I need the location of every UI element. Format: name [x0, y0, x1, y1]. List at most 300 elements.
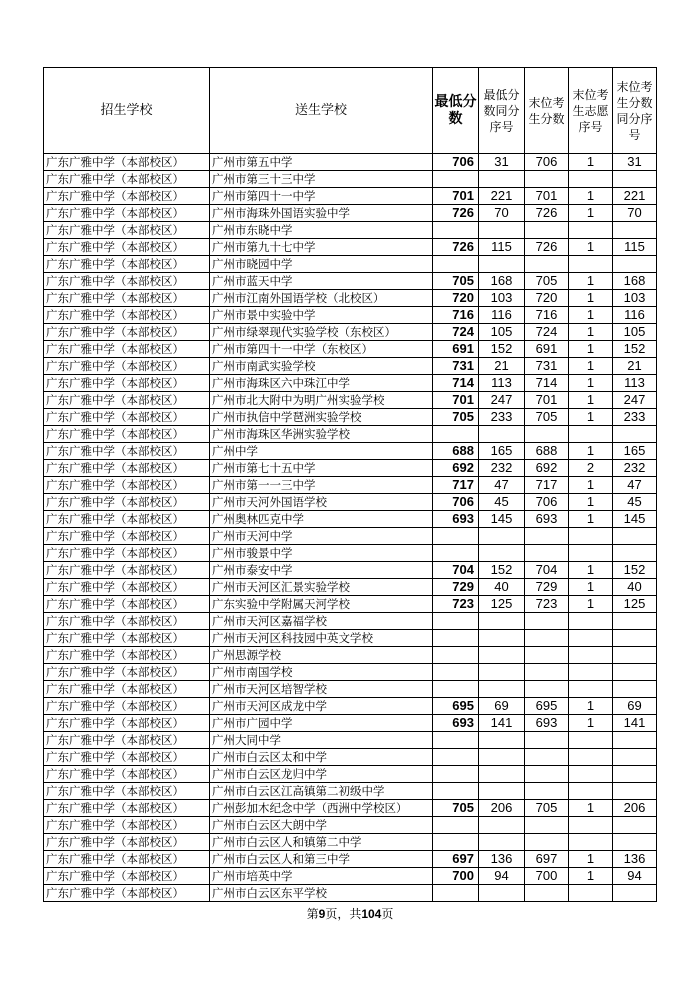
min-score-cell: 726 — [433, 205, 479, 222]
recruiting-school-cell: 广东广雅中学（本部校区） — [44, 698, 210, 715]
min-score-cell: 731 — [433, 358, 479, 375]
last-score-cell: 692 — [525, 460, 569, 477]
min-score-rank-cell: 116 — [479, 307, 525, 324]
min-score-cell: 717 — [433, 477, 479, 494]
last-score-rank-cell: 115 — [613, 239, 657, 256]
table-row — [44, 392, 657, 409]
sending-school-cell: 广州市晓园中学 — [210, 256, 433, 273]
last-choice-no-cell: 2 — [569, 460, 613, 477]
table-row — [44, 528, 657, 545]
sending-school-cell: 广州大同中学 — [210, 732, 433, 749]
recruiting-school-cell: 广东广雅中学（本部校区） — [44, 562, 210, 579]
sending-school-cell: 广州市第五中学 — [210, 154, 433, 171]
recruiting-school-cell: 广东广雅中学（本部校区） — [44, 630, 210, 647]
last-choice-no-cell: 1 — [569, 290, 613, 307]
last-score-cell: 723 — [525, 596, 569, 613]
recruiting-school-cell: 广东广雅中学（本部校区） — [44, 256, 210, 273]
last-choice-no-cell: 1 — [569, 358, 613, 375]
min-score-cell: 701 — [433, 392, 479, 409]
sending-school-cell: 广州思源学校 — [210, 647, 433, 664]
last-score-rank-cell: 165 — [613, 443, 657, 460]
min-score-rank-cell: 221 — [479, 188, 525, 205]
footer-suffix: 页 — [381, 907, 394, 921]
table-row — [44, 290, 657, 307]
min-score-cell: 716 — [433, 307, 479, 324]
min-score-cell: 705 — [433, 800, 479, 817]
min-score-cell: 695 — [433, 698, 479, 715]
header-min-score-rank: 最低分数同分序号 — [479, 68, 525, 154]
sending-school-cell: 广州市南武实验学校 — [210, 358, 433, 375]
last-score-rank-cell: 47 — [613, 477, 657, 494]
last-score-cell: 717 — [525, 477, 569, 494]
min-score-cell — [433, 171, 479, 188]
min-score-cell: 706 — [433, 494, 479, 511]
table-row — [44, 256, 657, 273]
table-row — [44, 511, 657, 528]
table-row — [44, 596, 657, 613]
min-score-cell — [433, 732, 479, 749]
last-score-cell: 729 — [525, 579, 569, 596]
min-score-rank-cell — [479, 426, 525, 443]
last-score-rank-cell: 94 — [613, 868, 657, 885]
min-score-rank-cell — [479, 834, 525, 851]
sending-school-cell: 广州市广园中学 — [210, 715, 433, 732]
table-row — [44, 324, 657, 341]
table-row — [44, 664, 657, 681]
recruiting-school-cell: 广东广雅中学（本部校区） — [44, 443, 210, 460]
min-score-rank-cell — [479, 647, 525, 664]
min-score-cell — [433, 664, 479, 681]
min-score-cell: 706 — [433, 154, 479, 171]
last-score-rank-cell: 232 — [613, 460, 657, 477]
min-score-cell: 704 — [433, 562, 479, 579]
min-score-cell: 723 — [433, 596, 479, 613]
table-row — [44, 698, 657, 715]
sending-school-cell: 广州市白云区东平学校 — [210, 885, 433, 902]
min-score-rank-cell: 232 — [479, 460, 525, 477]
last-score-rank-cell — [613, 885, 657, 902]
table-row — [44, 834, 657, 851]
last-choice-no-cell: 1 — [569, 205, 613, 222]
last-choice-no-cell: 1 — [569, 477, 613, 494]
sending-school-cell: 广州市江南外国语学校（北校区） — [210, 290, 433, 307]
table-row — [44, 307, 657, 324]
sending-school-cell: 广州市天河中学 — [210, 528, 433, 545]
last-score-cell — [525, 613, 569, 630]
last-score-cell: 731 — [525, 358, 569, 375]
last-score-rank-cell — [613, 817, 657, 834]
recruiting-school-cell: 广东广雅中学（本部校区） — [44, 324, 210, 341]
last-score-cell: 688 — [525, 443, 569, 460]
table-row — [44, 715, 657, 732]
min-score-rank-cell: 70 — [479, 205, 525, 222]
sending-school-cell: 广州市白云区龙归中学 — [210, 766, 433, 783]
min-score-rank-cell — [479, 545, 525, 562]
sending-school-cell: 广州市北大附中为明广州实验学校 — [210, 392, 433, 409]
last-score-rank-cell: 145 — [613, 511, 657, 528]
last-score-cell: 693 — [525, 511, 569, 528]
table-row — [44, 800, 657, 817]
recruiting-school-cell: 广东广雅中学（本部校区） — [44, 732, 210, 749]
sending-school-cell: 广州市天河区科技园中英文学校 — [210, 630, 433, 647]
min-score-cell — [433, 834, 479, 851]
last-score-rank-cell: 69 — [613, 698, 657, 715]
min-score-rank-cell — [479, 630, 525, 647]
last-choice-no-cell — [569, 545, 613, 562]
sending-school-cell: 广州市南国学校 — [210, 664, 433, 681]
header-last-score-rank: 末位考生分数同分序号 — [613, 68, 657, 154]
last-score-cell — [525, 630, 569, 647]
table-row — [44, 885, 657, 902]
last-score-rank-cell: 105 — [613, 324, 657, 341]
last-choice-no-cell — [569, 647, 613, 664]
table-row — [44, 341, 657, 358]
last-choice-no-cell: 1 — [569, 715, 613, 732]
recruiting-school-cell: 广东广雅中学（本部校区） — [44, 426, 210, 443]
recruiting-school-cell: 广东广雅中学（本部校区） — [44, 715, 210, 732]
sending-school-cell: 广州市海珠区六中珠江中学 — [210, 375, 433, 392]
last-choice-no-cell — [569, 783, 613, 800]
last-score-cell — [525, 222, 569, 239]
last-score-rank-cell: 40 — [613, 579, 657, 596]
recruiting-school-cell: 广东广雅中学（本部校区） — [44, 307, 210, 324]
last-choice-no-cell — [569, 681, 613, 698]
last-score-cell — [525, 834, 569, 851]
min-score-rank-cell — [479, 171, 525, 188]
recruiting-school-cell: 广东广雅中学（本部校区） — [44, 188, 210, 205]
min-score-cell — [433, 885, 479, 902]
last-score-rank-cell: 168 — [613, 273, 657, 290]
recruiting-school-cell: 广东广雅中学（本部校区） — [44, 273, 210, 290]
min-score-rank-cell: 21 — [479, 358, 525, 375]
recruiting-school-cell: 广东广雅中学（本部校区） — [44, 664, 210, 681]
last-score-cell: 701 — [525, 188, 569, 205]
table-row — [44, 749, 657, 766]
table-row — [44, 154, 657, 171]
recruiting-school-cell: 广东广雅中学（本部校区） — [44, 783, 210, 800]
recruiting-school-cell: 广东广雅中学（本部校区） — [44, 817, 210, 834]
last-score-cell — [525, 664, 569, 681]
sending-school-cell: 广州市天河区嘉福学校 — [210, 613, 433, 630]
last-choice-no-cell — [569, 528, 613, 545]
recruiting-school-cell: 广东广雅中学（本部校区） — [44, 851, 210, 868]
sending-school-cell: 广州市天河区培智学校 — [210, 681, 433, 698]
last-score-rank-cell: 45 — [613, 494, 657, 511]
recruiting-school-cell: 广东广雅中学（本部校区） — [44, 460, 210, 477]
min-score-cell: 720 — [433, 290, 479, 307]
min-score-rank-cell — [479, 664, 525, 681]
last-score-cell — [525, 681, 569, 698]
min-score-rank-cell: 165 — [479, 443, 525, 460]
admission-table — [43, 67, 657, 902]
last-score-cell — [525, 766, 569, 783]
min-score-rank-cell — [479, 783, 525, 800]
last-score-rank-cell — [613, 766, 657, 783]
recruiting-school-cell: 广东广雅中学（本部校区） — [44, 358, 210, 375]
recruiting-school-cell: 广东广雅中学（本部校区） — [44, 613, 210, 630]
last-choice-no-cell — [569, 613, 613, 630]
last-score-cell: 691 — [525, 341, 569, 358]
recruiting-school-cell: 广东广雅中学（本部校区） — [44, 868, 210, 885]
table-row — [44, 239, 657, 256]
sending-school-cell: 广州市白云区人和第三中学 — [210, 851, 433, 868]
sending-school-cell: 广州市第七十五中学 — [210, 460, 433, 477]
footer-middle: 页，共 — [325, 907, 362, 921]
recruiting-school-cell: 广东广雅中学（本部校区） — [44, 511, 210, 528]
last-score-cell: 700 — [525, 868, 569, 885]
header-recruiting-school: 招生学校 — [44, 68, 210, 154]
sending-school-cell: 广州市第三十三中学 — [210, 171, 433, 188]
sending-school-cell: 广州市第一一三中学 — [210, 477, 433, 494]
last-score-cell: 693 — [525, 715, 569, 732]
min-score-cell: 700 — [433, 868, 479, 885]
last-score-rank-cell: 113 — [613, 375, 657, 392]
last-score-rank-cell — [613, 732, 657, 749]
last-score-cell — [525, 647, 569, 664]
min-score-cell — [433, 681, 479, 698]
min-score-cell: 693 — [433, 715, 479, 732]
sending-school-cell: 广州彭加木纪念中学（西洲中学校区） — [210, 800, 433, 817]
sending-school-cell: 广州市天河外国语学校 — [210, 494, 433, 511]
sending-school-cell: 广州市第四十一中学（东校区） — [210, 341, 433, 358]
last-choice-no-cell — [569, 749, 613, 766]
last-score-rank-cell: 21 — [613, 358, 657, 375]
recruiting-school-cell: 广东广雅中学（本部校区） — [44, 341, 210, 358]
min-score-rank-cell: 115 — [479, 239, 525, 256]
last-choice-no-cell — [569, 885, 613, 902]
last-score-rank-cell — [613, 647, 657, 664]
last-choice-no-cell: 1 — [569, 443, 613, 460]
sending-school-cell: 广州市培英中学 — [210, 868, 433, 885]
min-score-rank-cell — [479, 885, 525, 902]
min-score-rank-cell: 168 — [479, 273, 525, 290]
last-score-cell: 726 — [525, 205, 569, 222]
min-score-rank-cell: 113 — [479, 375, 525, 392]
sending-school-cell: 广州中学 — [210, 443, 433, 460]
min-score-rank-cell — [479, 766, 525, 783]
min-score-rank-cell: 152 — [479, 562, 525, 579]
last-score-rank-cell — [613, 171, 657, 188]
last-choice-no-cell: 1 — [569, 579, 613, 596]
min-score-rank-cell: 233 — [479, 409, 525, 426]
footer-page-number: 9 — [318, 907, 326, 921]
last-choice-no-cell: 1 — [569, 273, 613, 290]
min-score-rank-cell — [479, 732, 525, 749]
min-score-cell: 705 — [433, 409, 479, 426]
last-score-cell — [525, 528, 569, 545]
last-score-rank-cell: 206 — [613, 800, 657, 817]
min-score-cell: 691 — [433, 341, 479, 358]
recruiting-school-cell: 广东广雅中学（本部校区） — [44, 800, 210, 817]
table-row — [44, 766, 657, 783]
last-choice-no-cell: 1 — [569, 154, 613, 171]
table-row — [44, 273, 657, 290]
last-choice-no-cell: 1 — [569, 341, 613, 358]
table-row — [44, 783, 657, 800]
table-row — [44, 681, 657, 698]
sending-school-cell: 广东实验中学附属天河学校 — [210, 596, 433, 613]
last-choice-no-cell: 1 — [569, 596, 613, 613]
recruiting-school-cell: 广东广雅中学（本部校区） — [44, 834, 210, 851]
recruiting-school-cell: 广东广雅中学（本部校区） — [44, 681, 210, 698]
last-choice-no-cell — [569, 834, 613, 851]
last-score-cell: 706 — [525, 494, 569, 511]
table-row — [44, 732, 657, 749]
recruiting-school-cell: 广东广雅中学（本部校区） — [44, 477, 210, 494]
last-choice-no-cell: 1 — [569, 800, 613, 817]
table-row — [44, 562, 657, 579]
last-score-rank-cell — [613, 222, 657, 239]
min-score-cell: 726 — [433, 239, 479, 256]
sending-school-cell: 广州市景中实验中学 — [210, 307, 433, 324]
sending-school-cell: 广州市白云区大朗中学 — [210, 817, 433, 834]
recruiting-school-cell: 广东广雅中学（本部校区） — [44, 239, 210, 256]
min-score-cell: 724 — [433, 324, 479, 341]
last-score-cell — [525, 885, 569, 902]
min-score-rank-cell: 125 — [479, 596, 525, 613]
min-score-cell: 701 — [433, 188, 479, 205]
last-choice-no-cell: 1 — [569, 392, 613, 409]
min-score-rank-cell: 247 — [479, 392, 525, 409]
last-choice-no-cell — [569, 817, 613, 834]
table-row — [44, 545, 657, 562]
last-choice-no-cell: 1 — [569, 188, 613, 205]
last-score-cell — [525, 256, 569, 273]
table-row — [44, 494, 657, 511]
table-row — [44, 460, 657, 477]
last-choice-no-cell: 1 — [569, 494, 613, 511]
last-score-rank-cell: 125 — [613, 596, 657, 613]
min-score-cell — [433, 222, 479, 239]
last-score-cell — [525, 817, 569, 834]
table-row — [44, 188, 657, 205]
last-score-cell — [525, 171, 569, 188]
last-score-cell: 716 — [525, 307, 569, 324]
min-score-rank-cell: 47 — [479, 477, 525, 494]
last-score-cell: 701 — [525, 392, 569, 409]
min-score-rank-cell — [479, 613, 525, 630]
last-score-cell: 705 — [525, 800, 569, 817]
sending-school-cell: 广州市白云区太和中学 — [210, 749, 433, 766]
last-score-rank-cell: 152 — [613, 341, 657, 358]
last-choice-no-cell — [569, 222, 613, 239]
last-choice-no-cell — [569, 766, 613, 783]
min-score-cell — [433, 256, 479, 273]
last-choice-no-cell: 1 — [569, 511, 613, 528]
min-score-rank-cell — [479, 681, 525, 698]
last-score-rank-cell: 70 — [613, 205, 657, 222]
min-score-cell: 697 — [433, 851, 479, 868]
last-score-rank-cell: 116 — [613, 307, 657, 324]
sending-school-cell: 广州市白云区人和镇第二中学 — [210, 834, 433, 851]
sending-school-cell: 广州市绿翠现代实验学校（东校区） — [210, 324, 433, 341]
last-choice-no-cell: 1 — [569, 409, 613, 426]
header-last-score: 末位考生分数 — [525, 68, 569, 154]
last-score-cell: 705 — [525, 273, 569, 290]
recruiting-school-cell: 广东广雅中学（本部校区） — [44, 596, 210, 613]
recruiting-school-cell: 广东广雅中学（本部校区） — [44, 409, 210, 426]
header-sending-school: 送生学校 — [210, 68, 433, 154]
min-score-rank-cell: 136 — [479, 851, 525, 868]
last-score-rank-cell — [613, 783, 657, 800]
sending-school-cell: 广州奥林匹克中学 — [210, 511, 433, 528]
last-score-cell: 695 — [525, 698, 569, 715]
min-score-rank-cell — [479, 256, 525, 273]
last-choice-no-cell — [569, 171, 613, 188]
recruiting-school-cell: 广东广雅中学（本部校区） — [44, 579, 210, 596]
last-choice-no-cell: 1 — [569, 562, 613, 579]
recruiting-school-cell: 广东广雅中学（本部校区） — [44, 392, 210, 409]
last-score-rank-cell — [613, 664, 657, 681]
last-score-rank-cell: 103 — [613, 290, 657, 307]
min-score-cell — [433, 783, 479, 800]
last-score-rank-cell: 221 — [613, 188, 657, 205]
last-score-rank-cell — [613, 528, 657, 545]
table-row — [44, 222, 657, 239]
last-score-rank-cell — [613, 545, 657, 562]
last-score-rank-cell: 247 — [613, 392, 657, 409]
table-row — [44, 817, 657, 834]
min-score-cell — [433, 545, 479, 562]
recruiting-school-cell: 广东广雅中学（本部校区） — [44, 375, 210, 392]
last-score-cell: 704 — [525, 562, 569, 579]
last-score-cell — [525, 783, 569, 800]
table-row — [44, 477, 657, 494]
last-choice-no-cell: 1 — [569, 307, 613, 324]
recruiting-school-cell: 广东广雅中学（本部校区） — [44, 647, 210, 664]
last-score-rank-cell — [613, 681, 657, 698]
sending-school-cell: 广州市海珠区华洲实验学校 — [210, 426, 433, 443]
table-row — [44, 613, 657, 630]
min-score-cell — [433, 647, 479, 664]
min-score-cell: 688 — [433, 443, 479, 460]
min-score-rank-cell — [479, 817, 525, 834]
min-score-cell — [433, 528, 479, 545]
table-row — [44, 358, 657, 375]
sending-school-cell: 广州市第四十一中学 — [210, 188, 433, 205]
last-score-cell: 726 — [525, 239, 569, 256]
last-choice-no-cell — [569, 426, 613, 443]
min-score-cell — [433, 426, 479, 443]
recruiting-school-cell: 广东广雅中学（本部校区） — [44, 205, 210, 222]
recruiting-school-cell: 广东广雅中学（本部校区） — [44, 222, 210, 239]
last-score-rank-cell — [613, 613, 657, 630]
sending-school-cell: 广州市执信中学琶洲实验学校 — [210, 409, 433, 426]
recruiting-school-cell: 广东广雅中学（本部校区） — [44, 766, 210, 783]
min-score-rank-cell: 105 — [479, 324, 525, 341]
last-choice-no-cell: 1 — [569, 239, 613, 256]
min-score-cell — [433, 749, 479, 766]
last-score-cell: 714 — [525, 375, 569, 392]
last-choice-no-cell: 1 — [569, 868, 613, 885]
footer-prefix: 第 — [306, 907, 319, 921]
table-row — [44, 630, 657, 647]
min-score-cell: 693 — [433, 511, 479, 528]
recruiting-school-cell: 广东广雅中学（本部校区） — [44, 749, 210, 766]
last-score-rank-cell: 141 — [613, 715, 657, 732]
table-row — [44, 426, 657, 443]
table-row — [44, 443, 657, 460]
min-score-cell — [433, 630, 479, 647]
min-score-cell: 692 — [433, 460, 479, 477]
table-row — [44, 579, 657, 596]
table-row — [44, 375, 657, 392]
min-score-rank-cell: 69 — [479, 698, 525, 715]
last-score-cell: 697 — [525, 851, 569, 868]
sending-school-cell: 广州市天河区汇景实验学校 — [210, 579, 433, 596]
min-score-rank-cell: 141 — [479, 715, 525, 732]
last-choice-no-cell: 1 — [569, 324, 613, 341]
